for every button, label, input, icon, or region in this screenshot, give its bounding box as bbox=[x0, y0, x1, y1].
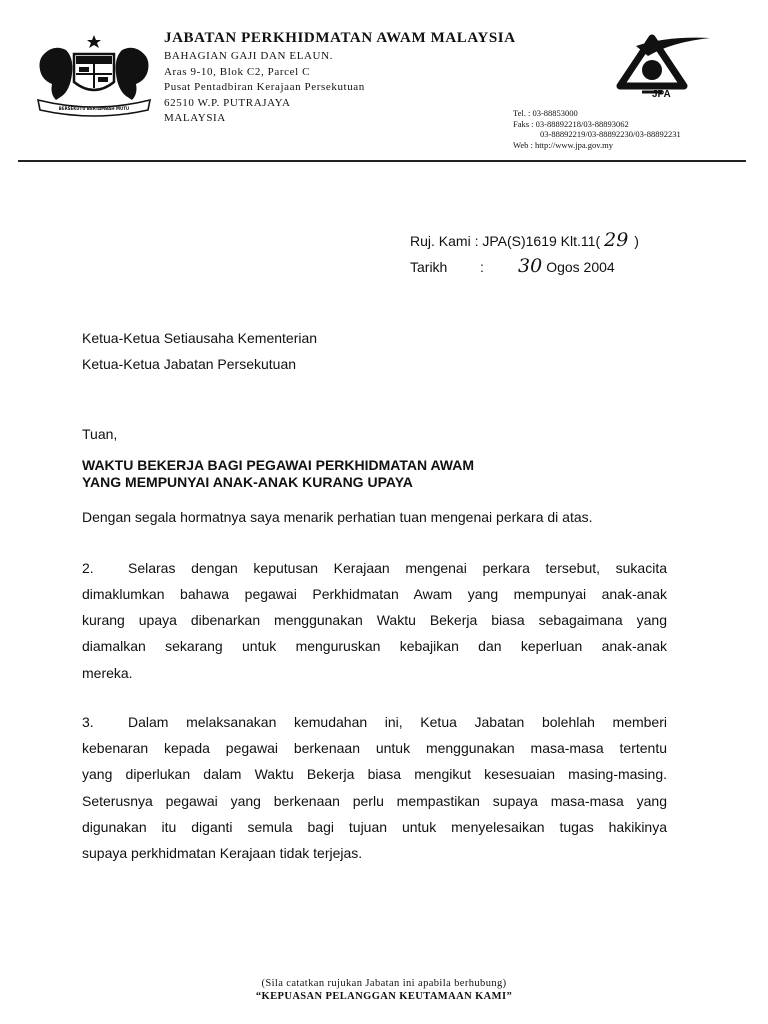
reference-close: ) bbox=[634, 233, 639, 249]
address-line: BAHAGIAN GAJI DAN ELAUN. bbox=[164, 50, 333, 62]
salutation: Tuan, bbox=[82, 426, 118, 442]
paragraph-3-line: Dalam melaksanakan kemudahan ini, Ketua Jabatan bolehlah memberi bbox=[128, 714, 667, 730]
date-label: Tarikh bbox=[410, 259, 448, 275]
reference-label: Ruj. Kami : JPA(S)1619 Klt.11( bbox=[410, 233, 601, 249]
paragraph-3-line: kebenaran kepada pegawai berkenaan untuk menggunakan masa-masa tertentu bbox=[82, 740, 667, 756]
paragraph-3-line: Seterusnya pegawai yang berkenaan perlu mempastikan supaya masa-masa yang bbox=[82, 793, 667, 809]
paragraph-2-line: diamalkan sekarang untuk menguruskan kebajikan dan keperluan anak-anak bbox=[82, 638, 667, 654]
contact-fax: Faks : 03-88892218/03-88893062 bbox=[513, 118, 629, 129]
date-row bbox=[410, 254, 639, 280]
crest-motto: BERSEKUTU BERTAMBAH MUTU bbox=[58, 106, 130, 111]
address-line: Pusat Pentadbiran Kerajaan Persekutuan bbox=[164, 81, 365, 93]
coat-of-arms-logo bbox=[30, 34, 158, 118]
contact-block bbox=[513, 108, 681, 150]
paragraph-2-line: kurang upaya dibenarkan menggunakan Waktu Bekerja biasa sebagaimana yang bbox=[82, 612, 667, 628]
footer-motto: “KEPUASAN PELANGGAN KEUTAMAAN KAMI” bbox=[255, 991, 513, 1002]
paragraph-3-line: digunakan itu diganti semula bagi tujuan untuk menyelesaikan tugas hakikinya bbox=[82, 819, 667, 835]
contact-web: Web : http://www.jpa.gov.my bbox=[513, 139, 613, 150]
reference-handwritten-number: 29 bbox=[604, 229, 629, 251]
address-line: Aras 9-10, Blok C2, Parcel C bbox=[164, 65, 311, 78]
contact-fax-more: 03-88892219/03-88892230/03-88892231 bbox=[540, 129, 681, 139]
subject-line: YANG MEMPUNYAI ANAK-ANAK KURANG UPAYA bbox=[82, 474, 413, 490]
address-block bbox=[164, 49, 365, 127]
reference-row bbox=[410, 228, 639, 254]
subject-line: WAKTU BEKERJA BAGI PEGAWAI PERKHIDMATAN AWAM bbox=[82, 457, 475, 473]
paragraph-2-line: Selaras dengan keputusan Kerajaan mengenai perkara tersebut, sukacita bbox=[128, 560, 667, 576]
letterhead-divider bbox=[18, 160, 746, 162]
address-line: 62510 W.P. PUTRAJAYA bbox=[164, 96, 291, 109]
recipient-line: Ketua-Ketua Setiausaha Kementerian bbox=[82, 330, 318, 346]
contact-tel: Tel. : 03-88853000 bbox=[513, 108, 578, 118]
footer-note: (Sila catatkan rujukan Jabatan ini apabila berhubung) bbox=[261, 978, 507, 989]
paragraph-2-line: mereka. bbox=[82, 665, 133, 681]
recipient-line: Ketua-Ketua Jabatan Persekutuan bbox=[82, 356, 297, 372]
organization-name: JABATAN PERKHIDMATAN AWAM MALAYSIA bbox=[164, 30, 516, 46]
jpa-logo-label: JPA bbox=[652, 89, 671, 100]
paragraph-3-line: supaya perkhidmatan Kerajaan tidak terjejas. bbox=[82, 845, 363, 861]
intro-paragraph: Dengan segala hormatnya saya menarik perhatian tuan mengenai perkara di atas. bbox=[82, 509, 593, 525]
paragraph-number: 2. bbox=[82, 560, 94, 576]
address-line: MALAYSIA bbox=[164, 112, 226, 124]
date-colon: : bbox=[480, 259, 484, 275]
paragraph-3-line: yang diperlukan dalam Waktu Bekerja biasa mengikut kesesuaian masing-masing. bbox=[82, 766, 667, 782]
date-month-year: Ogos 2004 bbox=[546, 259, 615, 275]
reference-block bbox=[410, 228, 639, 280]
date-handwritten-day: 30 bbox=[518, 255, 543, 277]
paragraph-2-line: dimaklumkan bahawa pegawai Perkhidmatan Awam yang mempunyai anak-anak bbox=[82, 586, 667, 602]
paragraph-number: 3. bbox=[82, 714, 94, 730]
footer bbox=[0, 977, 768, 1003]
